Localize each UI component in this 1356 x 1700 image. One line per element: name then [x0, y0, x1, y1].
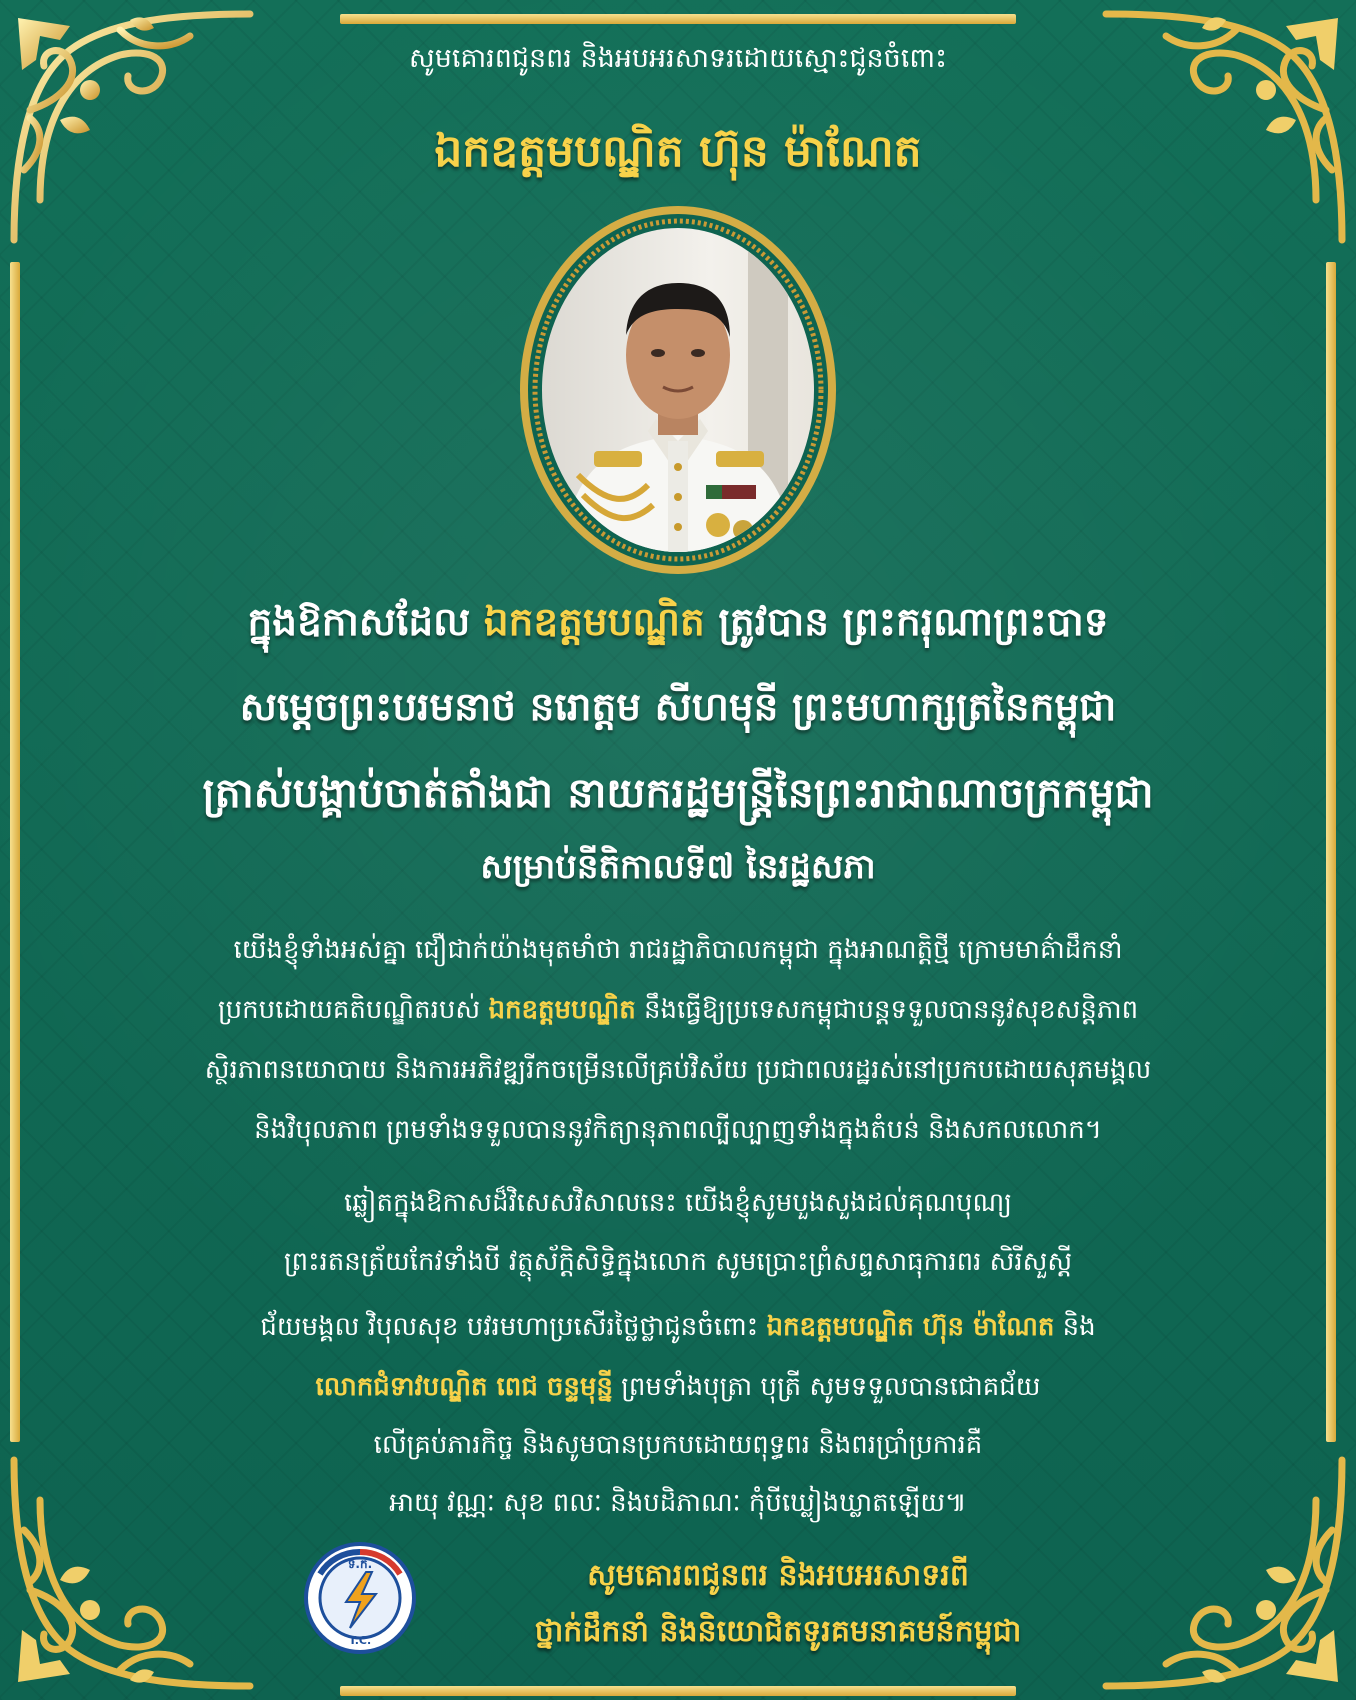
- headline-line-3: [0, 768, 1356, 828]
- headline-1a: ក្នុងឱកាសដែល: [247, 600, 471, 645]
- headline-line-2: [0, 683, 1356, 740]
- paragraph1-line-3: ស្ថិរភាពនយោបាយ និងការអភិវឌ្ឍរីកចម្រើនលើគ្រប់វិស័យ ប្រជាពលរដ្ឋរស់នៅប្រកបដោយសុភមង្គល: [204, 1055, 1152, 1085]
- logo-bottom-text: T.C.: [348, 1634, 372, 1647]
- paragraph2-line-4b: ព្រមទាំងបុត្រា បុត្រី សូមទទួលបានជោគជ័យ: [621, 1372, 1041, 1402]
- top-frame-bar: [340, 14, 1016, 24]
- paragraph2-line-5: លើគ្រប់ភារកិច្ច និងសូមបានប្រកបដោយពុទ្ធពរ និងពរប្រាំប្រការគឺ: [373, 1430, 983, 1460]
- paragraph1-line-2b: ឯកឧត្តមបណ្ឌិត: [488, 995, 636, 1025]
- headline-3a: ត្រាស់បង្គាប់ចាត់តាំងជា: [202, 769, 554, 817]
- bottom-frame-bar: [340, 1686, 1016, 1696]
- paragraph2-line-2: ព្រះរតនត្រ័យកែវទាំងបី វត្ថុស័ក្តិសិទ្ធិក្នុងលោក សូមប្រោះព្រំសព្ទសាធុការពរ សិរីសួស្តី: [283, 1247, 1073, 1277]
- headline-3b: នាយករដ្ឋមន្ត្រីនៃព្រះរាជាណាចក្រកម្ពុជា: [567, 769, 1154, 817]
- headline-line-1: [0, 598, 1356, 655]
- headline-1b: ឯកឧត្តមបណ្ឌិត: [483, 600, 705, 645]
- paragraph2-line-1: ឆ្លៀតក្នុងឱកាសដ៏វិសេសវិសាលនេះ យើងខ្ញុំសូមបួងសួងដល់គុណបុណ្យ: [343, 1188, 1013, 1218]
- paragraph2-line-3a: ជ័យមង្គល វិបុលសុខ បវរមហាប្រសើរថ្លៃថ្លាជូនចំពោះ: [260, 1312, 759, 1342]
- headline-2b: នរោត្តម សីហមុនី: [529, 685, 779, 730]
- paragraph2-line-3: [0, 1310, 1356, 1348]
- paragraph2-line-3c: និង: [1062, 1312, 1096, 1342]
- paragraph1-line-2a: ប្រកបដោយគតិបណ្ឌិតរបស់: [217, 995, 481, 1025]
- headline-2c: ព្រះមហាក្សត្រនៃកម្ពុជា: [791, 685, 1117, 730]
- paragraph1-line-2: [0, 993, 1356, 1031]
- paragraph2-line-4: [0, 1370, 1356, 1408]
- footer-line-1: សូមគោរពជូនពរ និងអបអរសាទរពី: [587, 1558, 969, 1593]
- honoree-name: ឯកឧត្តមបណ្ឌិត ហ៊ុន ម៉ាណែត: [434, 126, 922, 177]
- paragraph1-line-4: និងវិបុលភាព ព្រមទាំងទទួលបាននូវកិត្យានុភាពល្បីល្បាញទាំងក្នុងតំបន់ និងសកលលោក។: [254, 1115, 1102, 1145]
- paragraph2-line-6: អាយុ វណ្ណៈ សុខ ពលៈ និងបដិភាណៈ កុំបីឃ្លៀងឃ្លាតឡើយ៕: [389, 1488, 967, 1518]
- intro-text: សូមគោរពជូនពរ និងអបអរសាទរដោយស្មោះជូនចំពោះ: [409, 43, 947, 74]
- headline-1c: ត្រូវបាន ព្រះករុណាព្រះបាទ: [718, 600, 1109, 645]
- paragraph1-line-1: យើងខ្ញុំទាំងអស់គ្នា ជឿជាក់យ៉ាងមុតមាំថា រាជរដ្ឋាភិបាលកម្ពុជា ក្នុងអាណត្តិថ្មី ក្រោមមាគ៌ាដឹកនាំ: [233, 935, 1123, 965]
- footer-line-2: ថ្នាក់ដឹកនាំ និងនិយោជិតទូរគមនាគមន៍កម្ពុជា: [534, 1614, 1022, 1649]
- logo-top-text: ទ.ក.: [347, 1557, 373, 1571]
- paragraph2-line-4a: លោកជំទាវបណ្ឌិត ពេជ ចន្ទមុន្នី: [315, 1372, 613, 1402]
- headline-2a: សម្តេចព្រះបរមនាថ: [239, 685, 517, 730]
- headline-line-4: សម្រាប់នីតិកាលទី៧ នៃរដ្ឋសភា: [480, 847, 876, 887]
- paragraph1-line-2c: នឹងធ្វើឱ្យប្រទេសកម្ពុជាបន្តទទួលបាននូវសុខសន្តិភាព: [643, 995, 1139, 1025]
- paragraph2-line-3b: ឯកឧត្តមបណ្ឌិត ហ៊ុន ម៉ាណែត: [766, 1312, 1055, 1342]
- portrait-photo: [518, 205, 838, 575]
